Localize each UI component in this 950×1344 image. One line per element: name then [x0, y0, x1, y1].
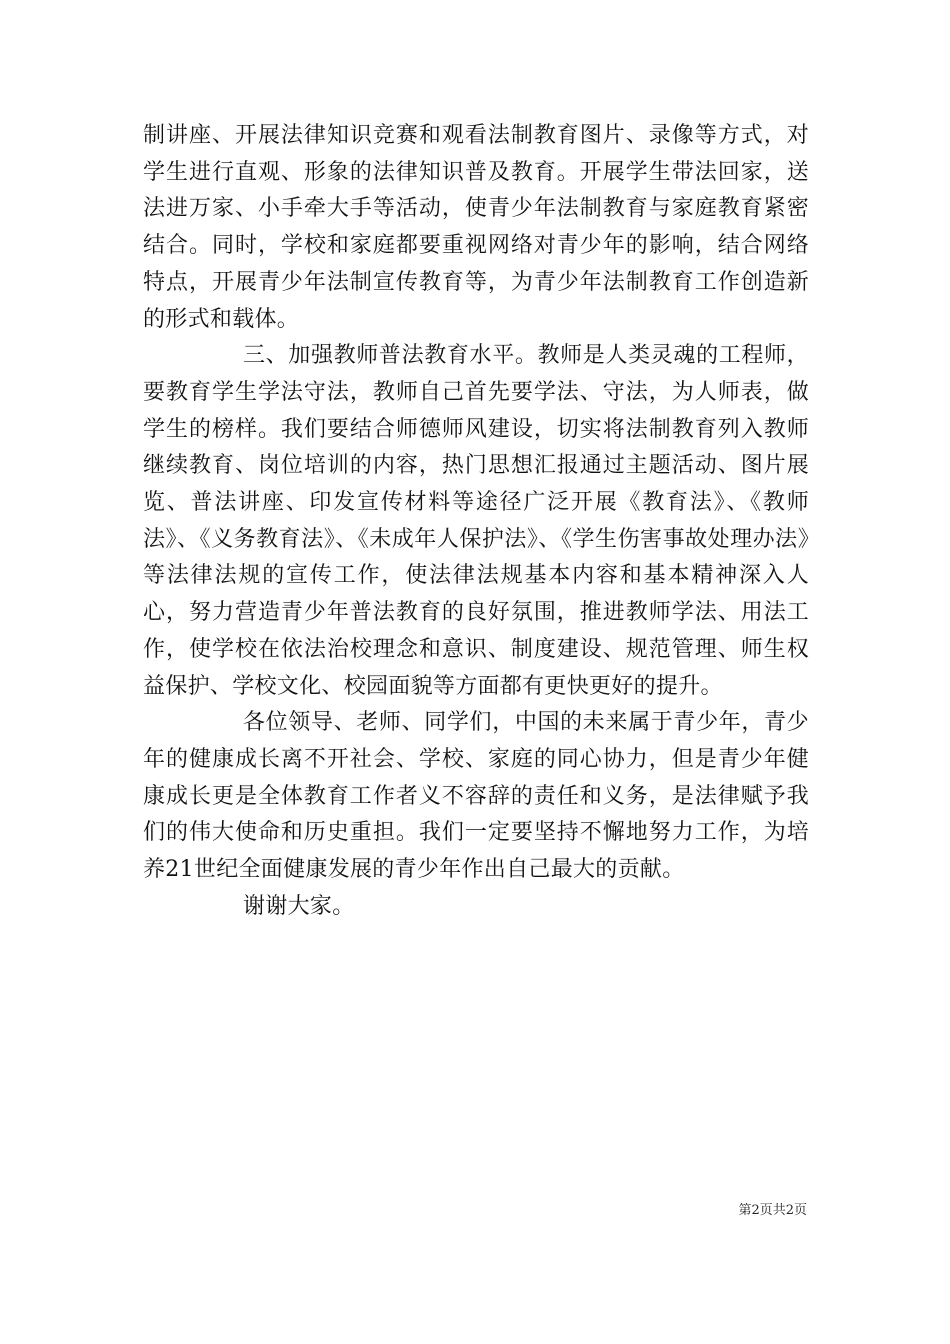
document-body — [143, 118, 809, 925]
paragraph-teacher-law-education: 三、加强教师普法教育水平。教师是人类灵魂的工程师，要教育学生学法守法，教师自己首先要学法、守法，为人师表，做学生的榜样。我们要结合师德师风建设，切实将法制教育列入教师继续教育、岗位培训的内容，热门思想汇报通过主题活动、图片展览、普法讲座、印发宣传材料等途径广泛开展《教育法》、《教师法》、《义务教育法》、《未成年人保护法》、《学生伤害事故处理办法》等法律法规的宣传工作，使法律法规基本内容和基本精神深入人心，努力营造青少年普法教育的良好氛围，推进教师学法、用法工作，使学校在依法治校理念和意识、制度建设、规范管理、师生权益保护、学校文化、校园面貌等方面都有更快更好的提升。 — [143, 343, 809, 699]
paragraph-thanks: 谢谢大家。 — [243, 893, 355, 919]
page-number-footer: 第2页共2页 — [738, 1203, 807, 1218]
paragraph-closing-remarks: 各位领导、老师、同学们，中国的未来属于青少年，青少年的健康成长离不开社会、学校、家庭的同心协力，但是青少年健康成长更是全体教育工作者义不容辞的责任和义务，是法律赋予我们的伟大使命和历史重担。我们一定要坚持不懈地努力工作，为培养21世纪全面健康发展的青少年作出自己最大的贡献。 — [143, 710, 809, 883]
paragraph-continued: 制讲座、开展法律知识竞赛和观看法制教育图片、录像等方式，对学生进行直观、形象的法律知识普及教育。开展学生带法回家，送法进万家、小手牵大手等活动，使青少年法制教育与家庭教育紧密结合。同时，学校和家庭都要重视网络对青少年的影响，结合网络特点，开展青少年法制宣传教育等，为青少年法制教育工作创造新的形式和载体。 — [143, 123, 809, 332]
